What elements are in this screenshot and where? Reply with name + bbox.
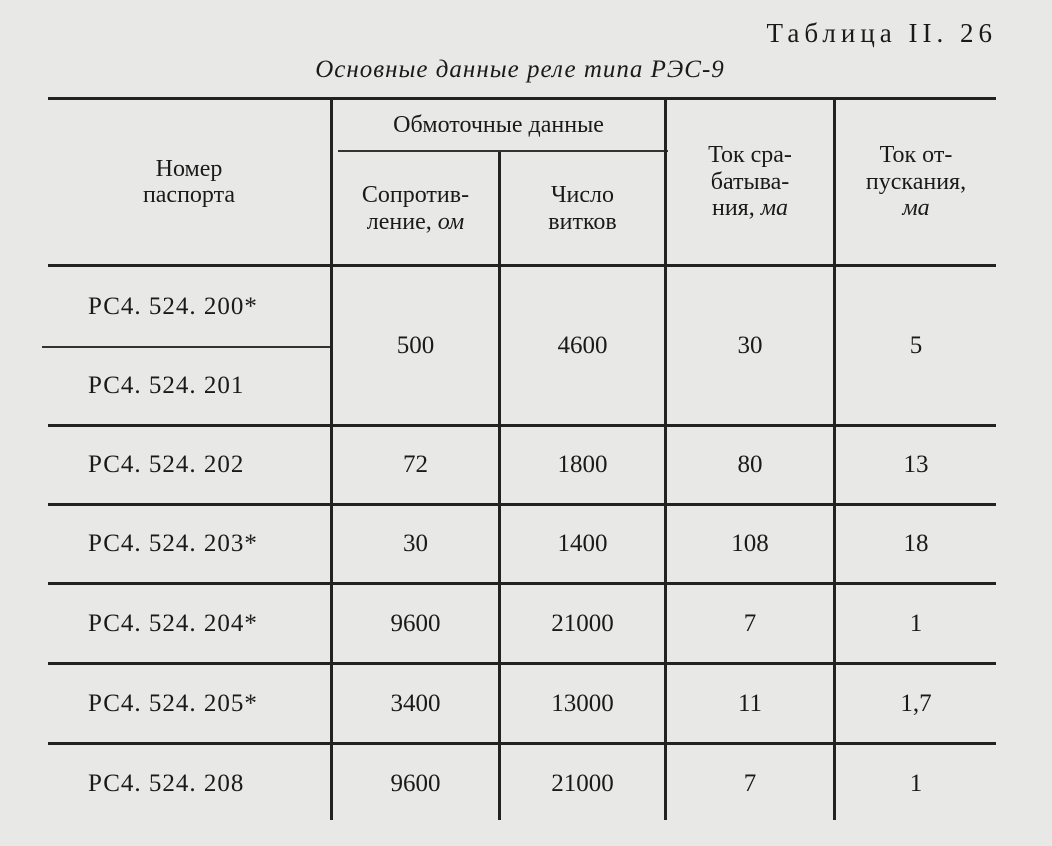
header-release-label: Ток от- пускания, bbox=[865, 142, 967, 195]
pickup-cell: 7 bbox=[743, 770, 757, 798]
release-cell: 13 bbox=[903, 451, 929, 479]
pickup-cell: 30 bbox=[737, 331, 763, 359]
header-resistance bbox=[333, 153, 498, 264]
passport-cell: РС4. 524. 208 bbox=[88, 770, 245, 798]
turns-cell: 4600 bbox=[557, 331, 608, 359]
passport-cell: РС4. 524. 200* bbox=[88, 292, 258, 320]
header-passport: Номер паспорта bbox=[142, 155, 236, 208]
header-winding-data: Обмоточные данные bbox=[393, 111, 604, 138]
header-resistance-unit: ом bbox=[437, 208, 465, 235]
passport-cell: РС4. 524. 202 bbox=[88, 451, 245, 479]
passport-cell: РС4. 524. 203* bbox=[88, 530, 258, 558]
pickup-cell: 80 bbox=[737, 451, 763, 479]
resistance-cell: 30 bbox=[403, 530, 428, 558]
release-cell: 18 bbox=[903, 530, 929, 558]
passport-cell: РС4. 524. 201 bbox=[88, 372, 245, 400]
header-pickup-label: Ток сра- батыва- ния, bbox=[708, 142, 792, 222]
turns-cell: 1800 bbox=[557, 451, 608, 479]
header-pickup-current bbox=[667, 100, 833, 264]
table-caption: Основные данные реле типа РЭС-9 bbox=[315, 56, 725, 83]
resistance-cell: 9600 bbox=[390, 609, 441, 637]
resistance-cell: 500 bbox=[396, 331, 435, 359]
header-resistance-label: Сопротив- ление, bbox=[361, 182, 470, 235]
resistance-cell: 72 bbox=[403, 451, 428, 479]
release-cell: 5 bbox=[909, 331, 923, 359]
passport-cell: РС4. 524. 205* bbox=[88, 689, 258, 717]
resistance-cell: 3400 bbox=[390, 689, 441, 717]
passport-cell: РС4. 524. 204* bbox=[88, 609, 258, 637]
winding-group-rule bbox=[338, 150, 668, 152]
turns-cell: 1400 bbox=[557, 530, 608, 558]
turns-cell: 21000 bbox=[551, 609, 614, 637]
turns-cell: 13000 bbox=[551, 689, 614, 717]
resistance-cell: 9600 bbox=[390, 770, 441, 798]
release-cell: 1 bbox=[909, 770, 923, 798]
header-pickup-unit: ма bbox=[760, 195, 789, 222]
header-release-current bbox=[836, 100, 996, 264]
header-turns: Число витков bbox=[548, 182, 617, 235]
release-cell: 1 bbox=[909, 609, 923, 637]
pickup-cell: 7 bbox=[743, 609, 757, 637]
pickup-cell: 11 bbox=[737, 689, 763, 717]
header-release-unit: ма bbox=[902, 195, 930, 222]
pickup-cell: 108 bbox=[731, 530, 769, 558]
turns-cell: 21000 bbox=[551, 770, 614, 798]
table-number: Таблица II. 26 bbox=[766, 18, 997, 48]
release-cell: 1,7 bbox=[900, 689, 932, 717]
